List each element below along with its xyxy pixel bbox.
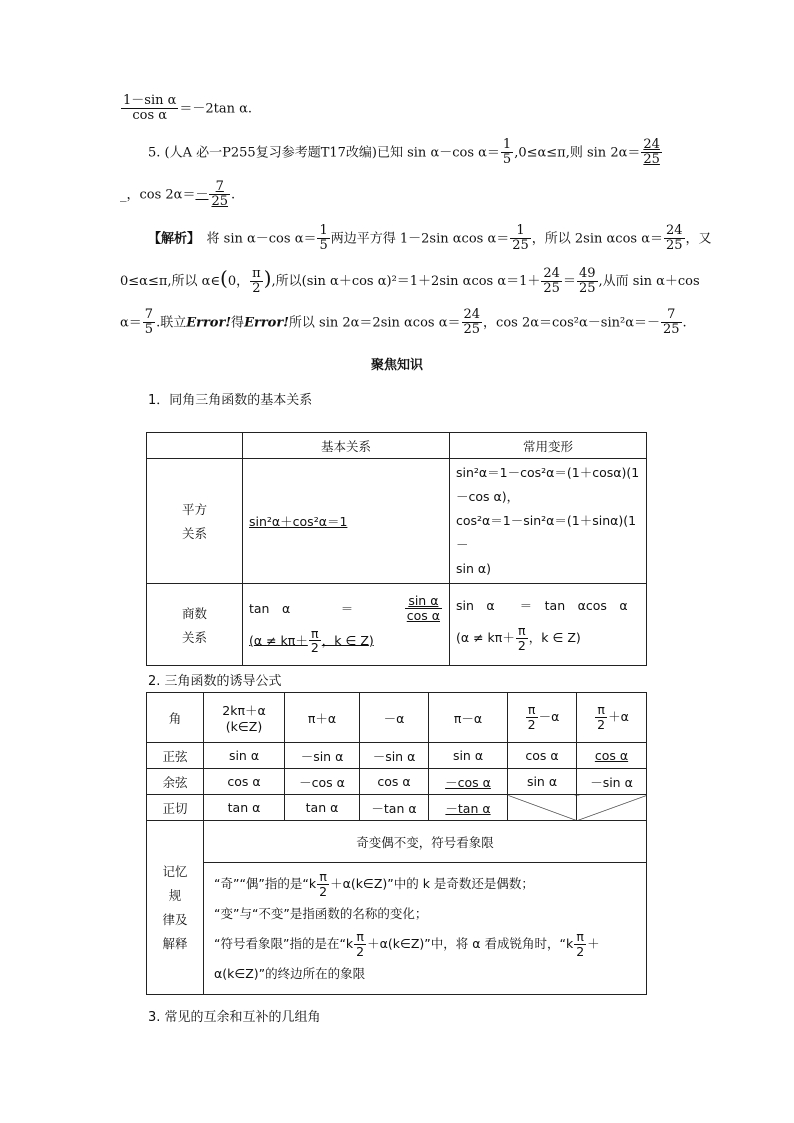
empty-cell (508, 795, 577, 821)
top-line: $\frac{\text{1－sin α}}{\text{cos α}}$ ＝－2tan α. (123, 93, 253, 124)
solution-line3: α＝ $\frac{7}{5}$ .联立Error!得Error!所以 sin 2α＝2sin αcos α＝ $\frac{24}{25}$ ，cos 2α＝cos²α－sin²α＝－ $\frac{7}{25}$ . (120, 307, 687, 338)
empty-cell (577, 795, 647, 821)
induction-formula-table: 角 2kπ＋α (k∈Z) π＋α －α π－α $\frac{\pi}{2}$ －α $\frac{\pi}{2}$ ＋α 正弦 sin α －sin α －sin α sin α cos α cos α 余弦 cos α －cos α cos α －cos α sin α －sin α 正切 tan α tan α －tan α －tan α 记忆 规 律及 解释 奇变偶不变，符号看象限 “奇”“偶”指的是“k $\frac{\pi}{2}$ ＋α(k∈Z)”中的 k 是奇数还是偶数； “变”与“不变”是指函数的名称的变化； “符号看象限”指的是在“k $\frac{\pi}{2}$ ＋α(k∈Z)”中，将 α 看成锐角时，“k $\frac{\pi}{2}$ ＋ α(k∈Z)”的终边所在的象限 (146, 692, 647, 995)
subsection-3-title: 3. 常见的互余和互补的几组角 (148, 1010, 321, 1025)
table-row: 正弦 sin α －sin α －sin α sin α cos α cos α (147, 743, 647, 769)
square-relation: sin²α＋cos²α＝1 (249, 514, 348, 529)
section-title: 聚焦知识 (370, 358, 423, 373)
question-5-line1: 5. (人A 必一P255复习参考题T17改编)已知 sin α－cos α＝ $\frac{1}{5}$ ,0≤α≤π,则 sin 2α＝ $\frac{24}{25}$ (148, 137, 660, 168)
answer-2: $\frac{7}{25}$ (211, 179, 229, 210)
question-5-line2: _，cos 2α＝－ $\frac{7}{25}$ . (120, 179, 236, 210)
fraction: $\frac{\text{1－sin α}}{\text{cos α}}$ (123, 93, 177, 124)
solution-line1: 【解析】 将 sin α－cos α＝ $\frac{1}{5}$ 两边平方得 1－2sin αcos α＝ $\frac{1}{25}$ ，所以 2sin αcos α＝ $\frac{24}{25}$ ，又 (148, 223, 712, 254)
subsection-2-title: 2. 三角函数的诱导公式 (148, 674, 282, 689)
table-row: 余弦 cos α －cos α cos α －cos α sin α －sin α (147, 769, 647, 795)
basic-relations-table: 基本关系 常用变形 平方 关系 sin²α＋cos²α＝1 sin²α＝1－cos²α＝(1＋cosα)(1 －cos α)， cos²α＝1－sin²α＝(1＋sinα)(1－ sin α) 商数 关系 tan α ＝ $\frac{\text{sin α}}{\text{cos α}}$ (α ≠ kπ＋ $\frac{\pi}{2}$ ，k ∈ Z) sin α ＝ tan αcos α (α ≠ kπ＋ $\frac{\pi}{2}$ ，k ∈ Z) (146, 432, 647, 666)
answer-1: $\frac{24}{25}$ (643, 137, 660, 168)
solution-line2: 0≤α≤π,所以 α∈(0， $\frac{\pi}{2}$ ),所以(sin α＋cos α)²＝1＋2sin αcos α＝1＋ $\frac{24}{25}$ ＝ $\frac{49}{25}$ ,从而 sin α＋cos (120, 265, 700, 296)
table-row: 正切 tan α tan α －tan α －tan α (147, 795, 647, 821)
subsection-1-title: 1．同角三角函数的基本关系 (148, 393, 313, 408)
